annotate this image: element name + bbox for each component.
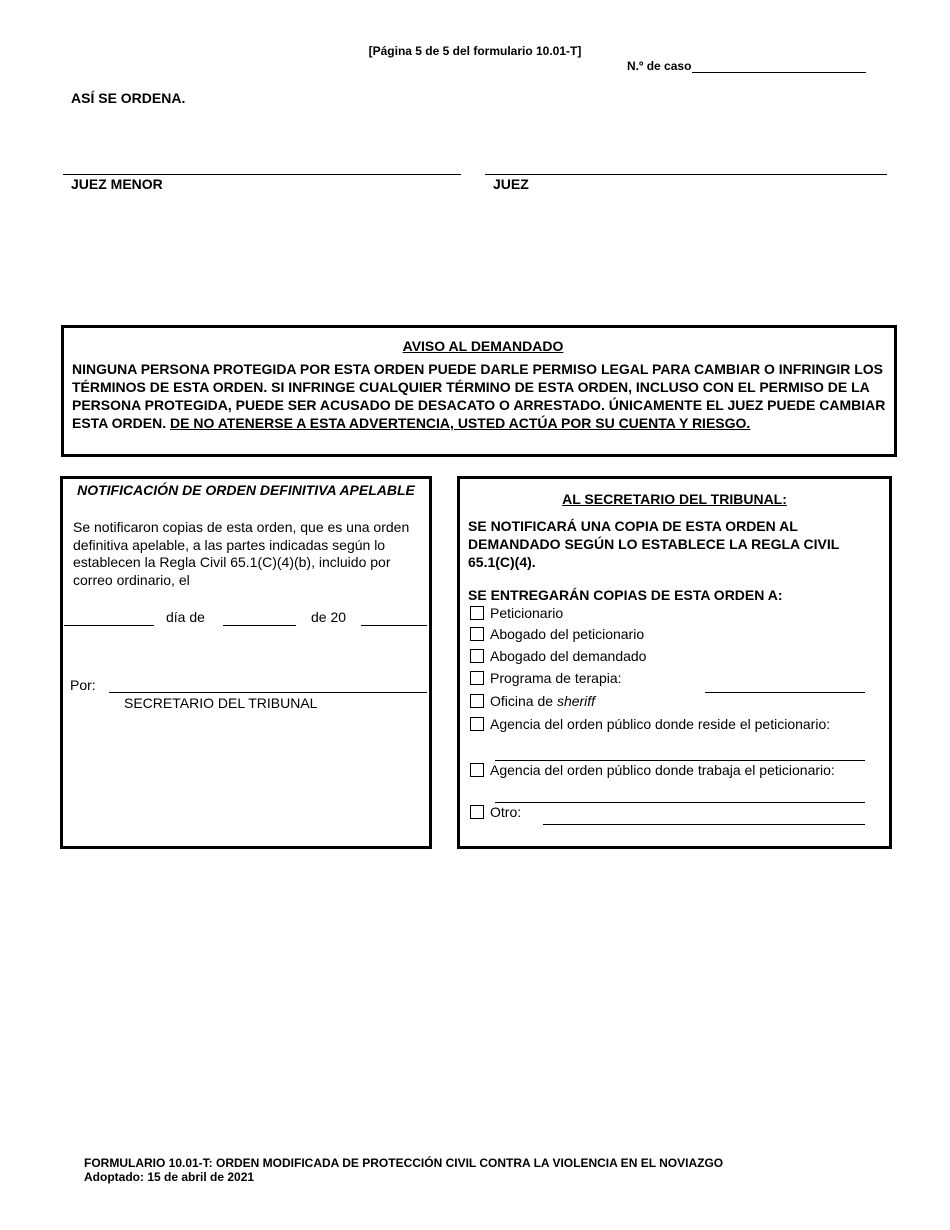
appealable-order-notification-box	[60, 476, 432, 849]
respondent-attorney-label: Abogado del demandado	[490, 648, 647, 664]
clerk-instruction-text: SE NOTIFICARÁ UNA COPIA DE ESTA ORDEN AL DEMANDADO SEGÚN LO ESTABLECE LA REGLA CIVIL 65.1(C)(4).	[468, 518, 840, 570]
by-label: Por:	[70, 677, 96, 693]
option-work-agency	[470, 762, 835, 778]
day-field[interactable]	[64, 625, 154, 626]
copies-heading: SE ENTREGARÁN COPIAS DE ESTA ORDEN A:	[468, 587, 783, 603]
clerk-label: SECRETARIO DEL TRIBUNAL	[124, 695, 318, 711]
option-residence-agency	[470, 716, 830, 732]
notice-warning: DE NO ATENERSE A ESTA ADVERTENCIA, USTED ACTÚA POR SU CUENTA Y RIESGO.	[170, 415, 751, 431]
clerk-instructions-title: AL SECRETARIO DEL TRIBUNAL:	[562, 491, 787, 507]
other-field[interactable]	[543, 824, 865, 825]
form-footer	[84, 1156, 723, 1184]
option-therapy-program	[470, 670, 622, 686]
work-agency-checkbox[interactable]	[470, 763, 484, 777]
residence-agency-label: Agencia del orden público donde reside el peticionario:	[490, 716, 831, 732]
option-sheriff-office	[470, 693, 595, 709]
case-number-field[interactable]	[692, 72, 866, 73]
form-title: FORMULARIO 10.01-T: ORDEN MODIFICADA DE PROTECCIÓN CIVIL CONTRA LA VIOLENCIA EN EL NOVIAZGO	[84, 1156, 724, 1170]
case-number-label: N.º de caso	[627, 59, 692, 73]
sheriff-office-text: Oficina de	[490, 693, 554, 709]
option-petitioner	[470, 605, 563, 621]
other-label: Otro:	[490, 804, 522, 820]
petitioner-attorney-label: Abogado del peticionario	[490, 626, 645, 642]
notice-to-respondent-box	[61, 325, 897, 457]
adopted-date: Adoptado: 15 de abril de 2021	[84, 1170, 255, 1184]
so-ordered-heading: ASÍ SE ORDENA.	[71, 90, 186, 106]
work-agency-label: Agencia del orden público donde trabaja el peticionario:	[490, 762, 835, 778]
petitioner-label: Peticionario	[490, 605, 564, 621]
therapy-program-label: Programa de terapia:	[490, 670, 622, 686]
sheriff-office-checkbox[interactable]	[470, 694, 484, 708]
sheriff-word: sheriff	[556, 693, 596, 709]
sheriff-office-label	[490, 693, 595, 709]
month-field[interactable]	[223, 625, 296, 626]
petitioner-checkbox[interactable]	[470, 606, 484, 620]
minor-judge-signature-line[interactable]	[63, 174, 461, 175]
respondent-attorney-checkbox[interactable]	[470, 649, 484, 663]
of-20-label: de 20	[311, 609, 347, 625]
residence-agency-checkbox[interactable]	[470, 717, 484, 731]
residence-agency-field[interactable]	[495, 760, 865, 761]
notice-body-text: NINGUNA PERSONA PROTEGIDA POR ESTA ORDEN PUEDE DARLE PERMISO LEGAL PARA CAMBIAR O INFRINGIR LOS TÉRMINOS DE ESTA ORDEN. SI INFRINGE CUALQUIER TÉRMINO DE ESTA ORDEN, INCLUSO CON EL PERMISO DE LA PERSONA PROTEGIDA, PUEDE SER ACUSADO DE DESACATO O ARRESTADO. ÚNICAMENTE EL JUEZ PUEDE CAMBIAR ESTA ORDEN.	[72, 361, 886, 431]
notice-body	[72, 360, 894, 432]
notification-title: NOTIFICACIÓN DE ORDEN DEFINITIVA APELABLE	[77, 482, 415, 498]
year-field[interactable]	[361, 625, 427, 626]
petitioner-attorney-checkbox[interactable]	[470, 627, 484, 641]
work-agency-field[interactable]	[495, 802, 865, 803]
option-petitioner-attorney	[470, 626, 644, 642]
therapy-program-field[interactable]	[705, 692, 865, 693]
notice-title: AVISO AL DEMANDADO	[402, 338, 564, 354]
day-of-label: día de	[166, 609, 205, 625]
page-number-label: [Página 5 de 5 del formulario 10.01-T]	[368, 44, 582, 58]
other-checkbox[interactable]	[470, 805, 484, 819]
therapy-program-checkbox[interactable]	[470, 671, 484, 685]
minor-judge-label: JUEZ MENOR	[71, 176, 163, 192]
judge-label: JUEZ	[493, 176, 529, 192]
notification-body: Se notificaron copias de esta orden, que es una orden definitiva apelable, a las partes indicadas según lo establecen la Regla Civil 65.1(C)(4)(b), incluido por correo ordinario, el	[73, 519, 410, 588]
clerk-signature-line[interactable]	[109, 692, 427, 693]
judge-signature-line[interactable]	[485, 174, 887, 175]
option-respondent-attorney	[470, 648, 646, 664]
clerk-instructions-box	[457, 476, 892, 849]
option-other	[470, 804, 521, 820]
